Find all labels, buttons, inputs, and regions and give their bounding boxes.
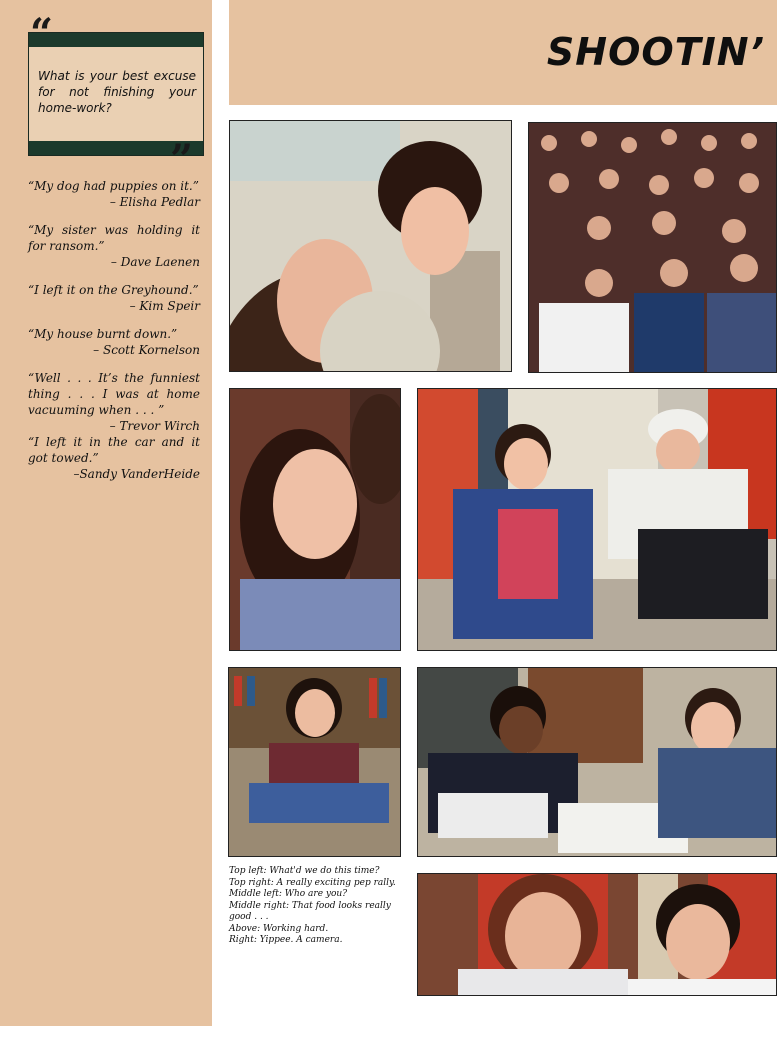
caption-line: Top right: A really exciting pep rally. [229,877,396,888]
open-quote-mark: “ [30,10,54,57]
photo-bottom-left-image [229,668,400,856]
photo-middle-left-image [230,389,400,650]
answer-author: – Elisha Pedlar [109,195,200,209]
page-title: SHOOTIN’ [546,30,765,74]
photo-bottom-middle-image [418,668,776,856]
caption-line: Middle left: Who are you? [229,889,348,899]
photo-bottom-right-image [418,874,776,995]
answer-author: – Kim Speir [129,299,200,313]
close-quote-mark: ” [170,136,194,183]
photo-captions [229,866,405,947]
answer-author: – Dave Laenen [110,255,200,269]
question-text: What is your best excuse for not finishing your home-work? [38,69,196,115]
answer-author: – Scott Kornelson [93,343,200,357]
answer-text: “My dog had puppies on it.” [28,179,199,193]
photo-middle-right-image [418,389,776,650]
photo-middle-right [417,388,777,651]
photo-middle-left [229,388,401,651]
sidebar-panel [0,0,212,1026]
answer-item [28,178,200,210]
page-header [229,0,777,105]
question-box-top-bar [29,33,203,47]
answer-text: “I left it on the Greyhound.” [28,283,199,297]
photo-top-right [528,122,777,373]
answer-item [28,282,200,314]
answer-item [28,434,200,482]
caption-line: Top left: What'd we do this time? [229,866,380,876]
answer-text: “Well . . . It’s the funniest thing . . . I was at home vacuuming when . . . ” [28,371,200,417]
answer-text: “My sister was holding it for ransom.” [28,223,200,253]
caption-line: Above: Working hard. [229,923,329,934]
photo-bottom-middle [417,667,777,857]
photo-top-left-image [230,121,511,371]
answer-text: “My house burnt down.” [28,327,178,341]
answer-item [28,326,200,358]
answer-item [28,370,200,434]
answer-item [28,222,200,270]
answer-text: “I left it in the car and it got towed.” [28,435,200,465]
photo-bottom-right [417,873,777,996]
photo-bottom-left [228,667,401,857]
answer-author: –Sandy VanderHeide [73,467,200,481]
answer-author: – Trevor Wirch [109,419,200,433]
photo-top-left [229,120,512,372]
caption-line: Middle right: That food looks really good . . . [229,900,391,922]
answers-list [28,178,200,482]
photo-top-right-image [529,123,776,372]
caption-line: Right: Yippee. A camera. [229,935,343,945]
